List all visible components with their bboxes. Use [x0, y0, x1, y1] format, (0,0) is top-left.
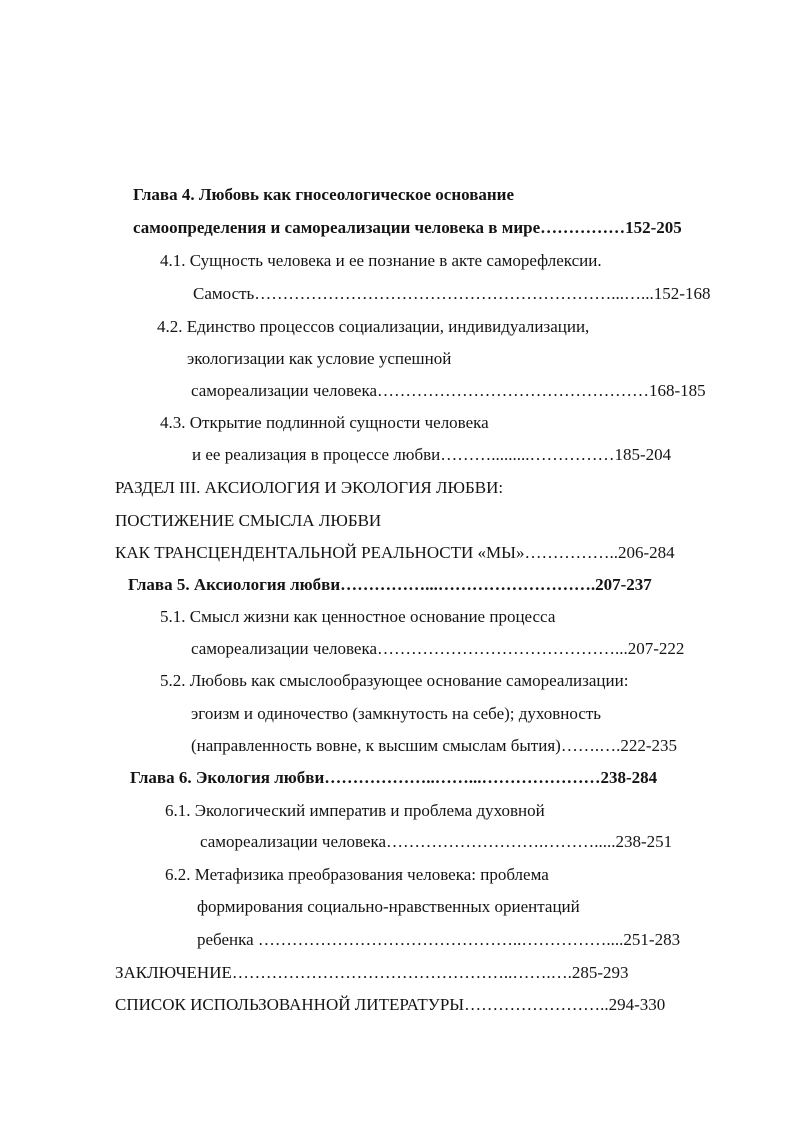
- chapter-4-title-line-1: Глава 4. Любовь как гносеологическое основание: [133, 185, 515, 204]
- section-6-2-line-3: ребенка ………………………………………..……………....251-283: [197, 930, 681, 949]
- section-6-2-line-1: 6.2. Метафизика преобразования человека: проблема: [165, 865, 549, 884]
- chapter-4-title-line-2: самоопределения и самореализации человека в мире……………152-205: [133, 218, 682, 237]
- chapter-5-title: Глава 5. Аксиология любви……………...……………………….207-237: [128, 575, 652, 594]
- section-4-1-line-1: 4.1. Сущность человека и ее познание в акте саморефлексии.: [160, 251, 602, 270]
- conclusion-entry: ЗАКЛЮЧЕНИЕ…………………………………………..…….….285-293: [115, 963, 629, 982]
- section-4-1-line-2: Самость………………………………………………………...…...152-168: [193, 284, 711, 303]
- section-5-1-line-2: самореализации человека……………………………………...207-222: [191, 639, 685, 658]
- section-5-2-line-2: эгоизм и одиночество (замкнутость на себе); духовность: [191, 704, 602, 723]
- part-3-title-line-1: РАЗДЕЛ III. АКСИОЛОГИЯ И ЭКОЛОГИЯ ЛЮБВИ:: [115, 478, 504, 497]
- section-5-2-line-1: 5.2. Любовь как смыслообразующее основание самореализации:: [160, 671, 629, 690]
- section-4-3-line-2: и ее реализация в процессе любви……….........……………185-204: [192, 445, 672, 464]
- section-6-2-line-2: формирования социально-нравственных ориентаций: [197, 897, 580, 916]
- section-4-3-line-1: 4.3. Открытие подлинной сущности человека: [160, 413, 489, 432]
- section-5-2-line-3: (направленность вовне, к высшим смыслам бытия)…….….222-235: [191, 736, 677, 755]
- section-4-2-line-3: самореализации человека…………………………………………168-185: [191, 381, 706, 400]
- part-3-title-line-2: ПОСТИЖЕНИЕ СМЫСЛА ЛЮБВИ: [115, 511, 382, 530]
- chapter-6-title: Глава 6. Экология любви………………..……...…………………238-284: [130, 768, 658, 787]
- section-4-2-line-1: 4.2. Единство процессов социализации, индивидуализации,: [157, 317, 590, 336]
- section-4-2-line-2: экологизации как условие успешной: [187, 349, 452, 368]
- bibliography-entry: СПИСОК ИСПОЛЬЗОВАННОЙ ЛИТЕРАТУРЫ……………………..294-330: [115, 995, 666, 1014]
- section-6-1-line-2: самореализации человека……………………….……….....238-251: [200, 832, 673, 851]
- section-6-1-line-1: 6.1. Экологический императив и проблема духовной: [165, 801, 545, 820]
- part-3-title-line-3: КАК ТРАНСЦЕНДЕНТАЛЬНОЙ РЕАЛЬНОСТИ «МЫ»……………..206-284: [115, 543, 675, 562]
- section-5-1-line-1: 5.1. Смысл жизни как ценностное основание процесса: [160, 607, 556, 626]
